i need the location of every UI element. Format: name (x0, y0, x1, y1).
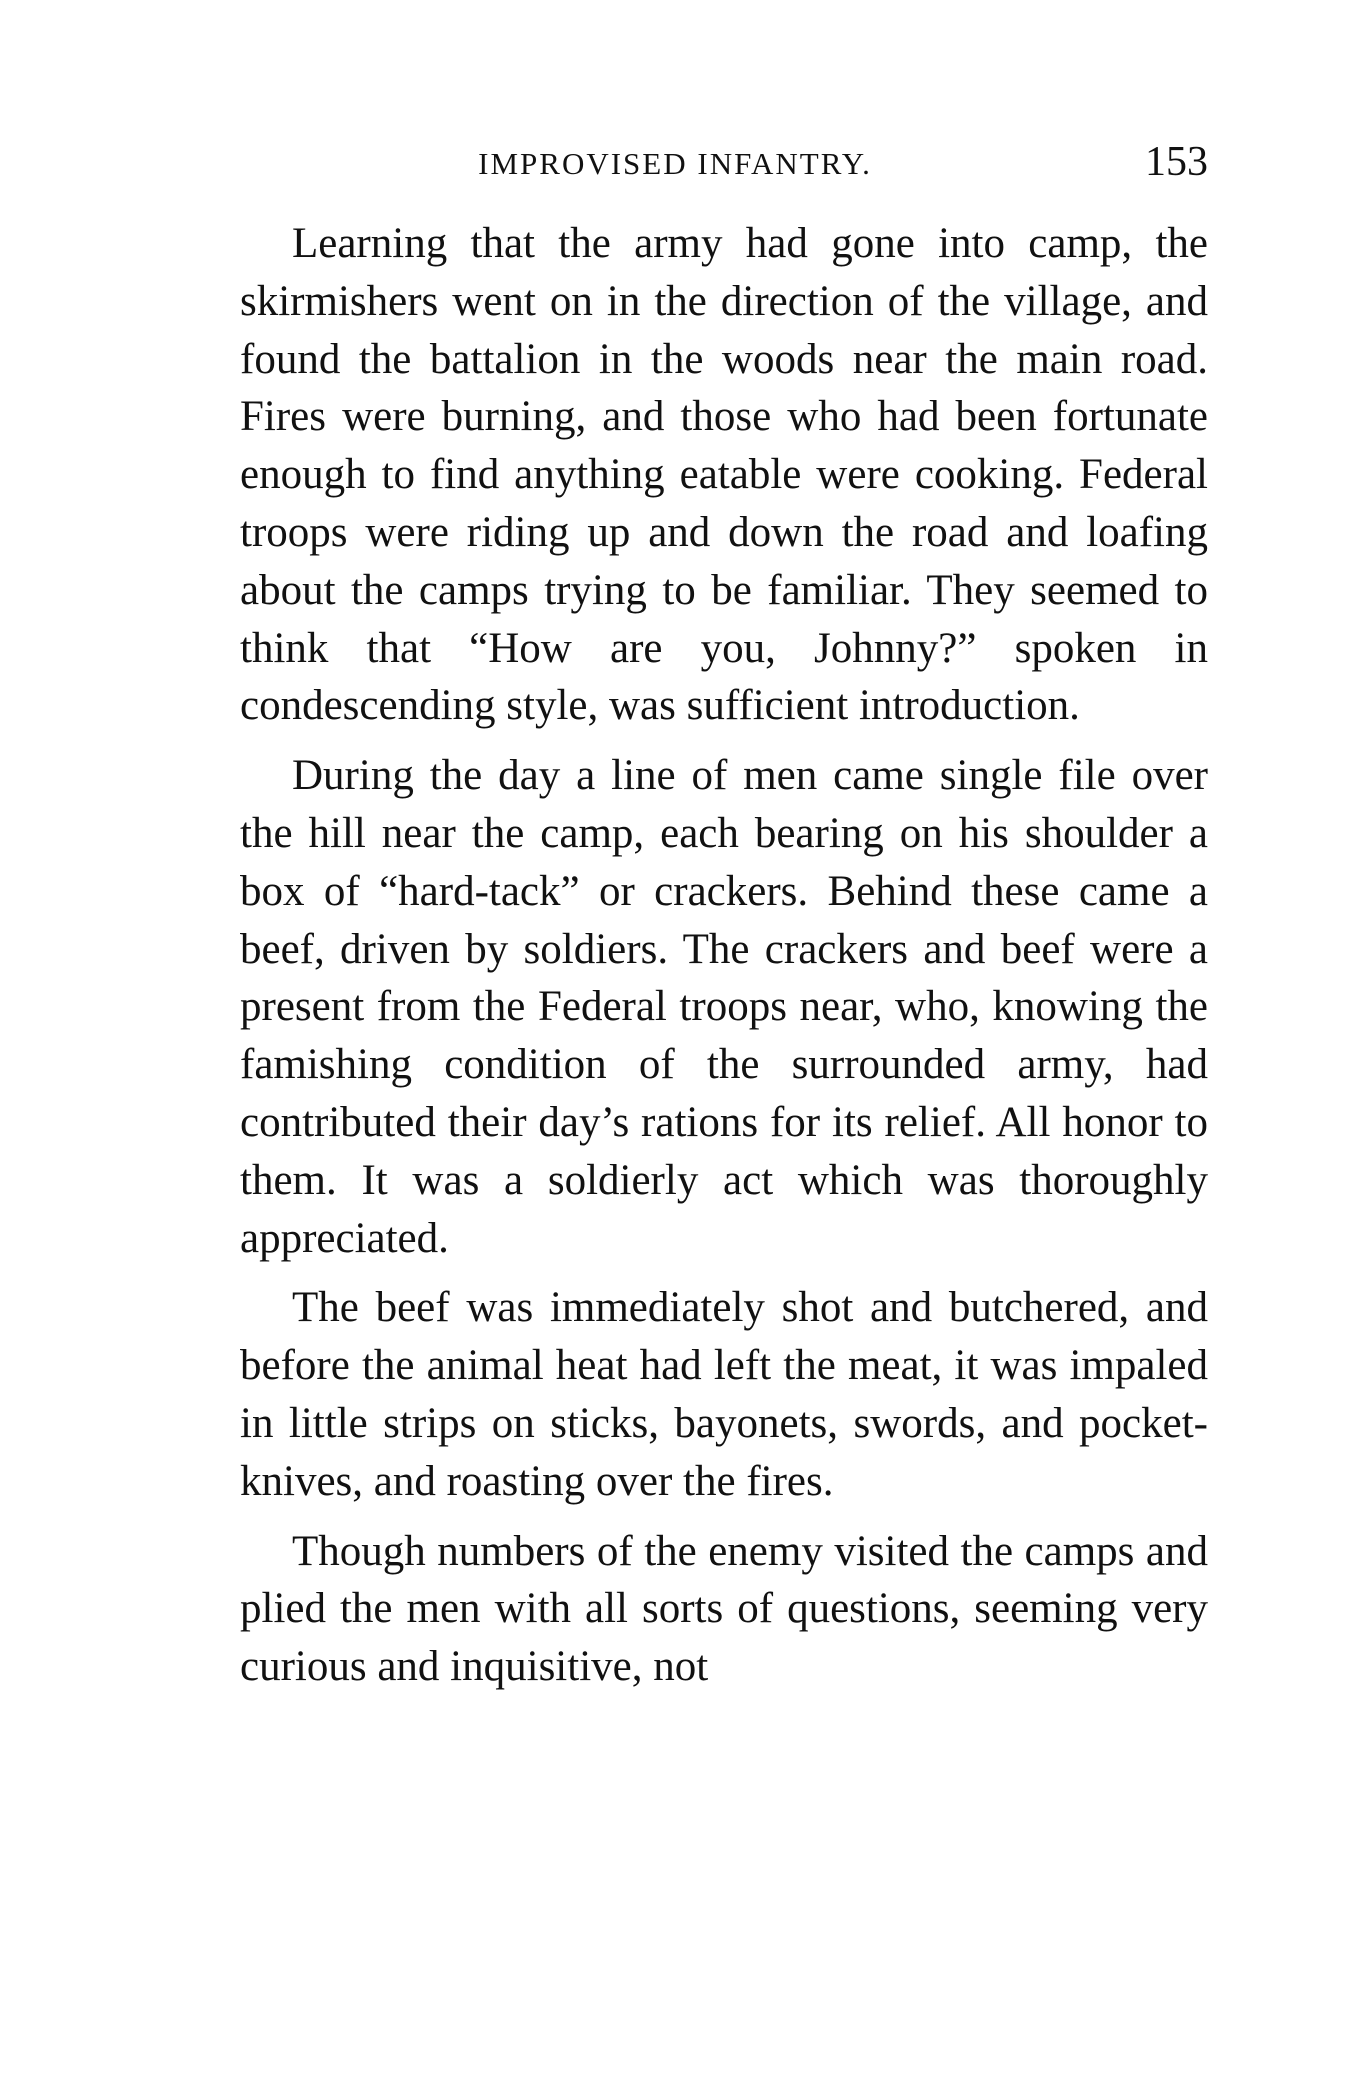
paragraph: Learning that the army had gone into camp, the skirmishers went on in the direction of the village, and found the battalion in the woods near the main road. Fires were burning, and those who had been fortunate enough to find anything eatable were cooking. Federal troops were riding up and down the road and loafing about the camps trying to be familiar. They seemed to think that “How are you, Johnny?” spoken in condescending style, was sufficient introduction. (240, 220, 1208, 730)
body-text (240, 215, 1208, 1696)
running-header (240, 138, 1208, 198)
running-title: IMPROVISED INFANTRY. (478, 146, 872, 181)
paragraph: The beef was immediately shot and butchered, and before the animal heat had left the meat, it was impaled in little strips on sticks, bayonets, swords, and pocket-knives, and roasting over the fires. (240, 1284, 1208, 1505)
paragraph: During the day a line of men came single file over the hill near the camp, each bearing on his shoulder a box of “hard-tack” or crackers. Behind these came a beef, driven by soldiers. The crackers and beef were a present from the Federal troops near, who, knowing the famishing condition of the surrounded army, had contributed their day’s rations for its relief. All honor to them. It was a soldierly act which was thoroughly appreciated. (240, 752, 1208, 1262)
page-number: 153 (1145, 139, 1208, 185)
paragraph: Though numbers of the enemy visited the camps and plied the men with all sorts of questions, seeming very curious and inquisitive, not (240, 1527, 1208, 1691)
